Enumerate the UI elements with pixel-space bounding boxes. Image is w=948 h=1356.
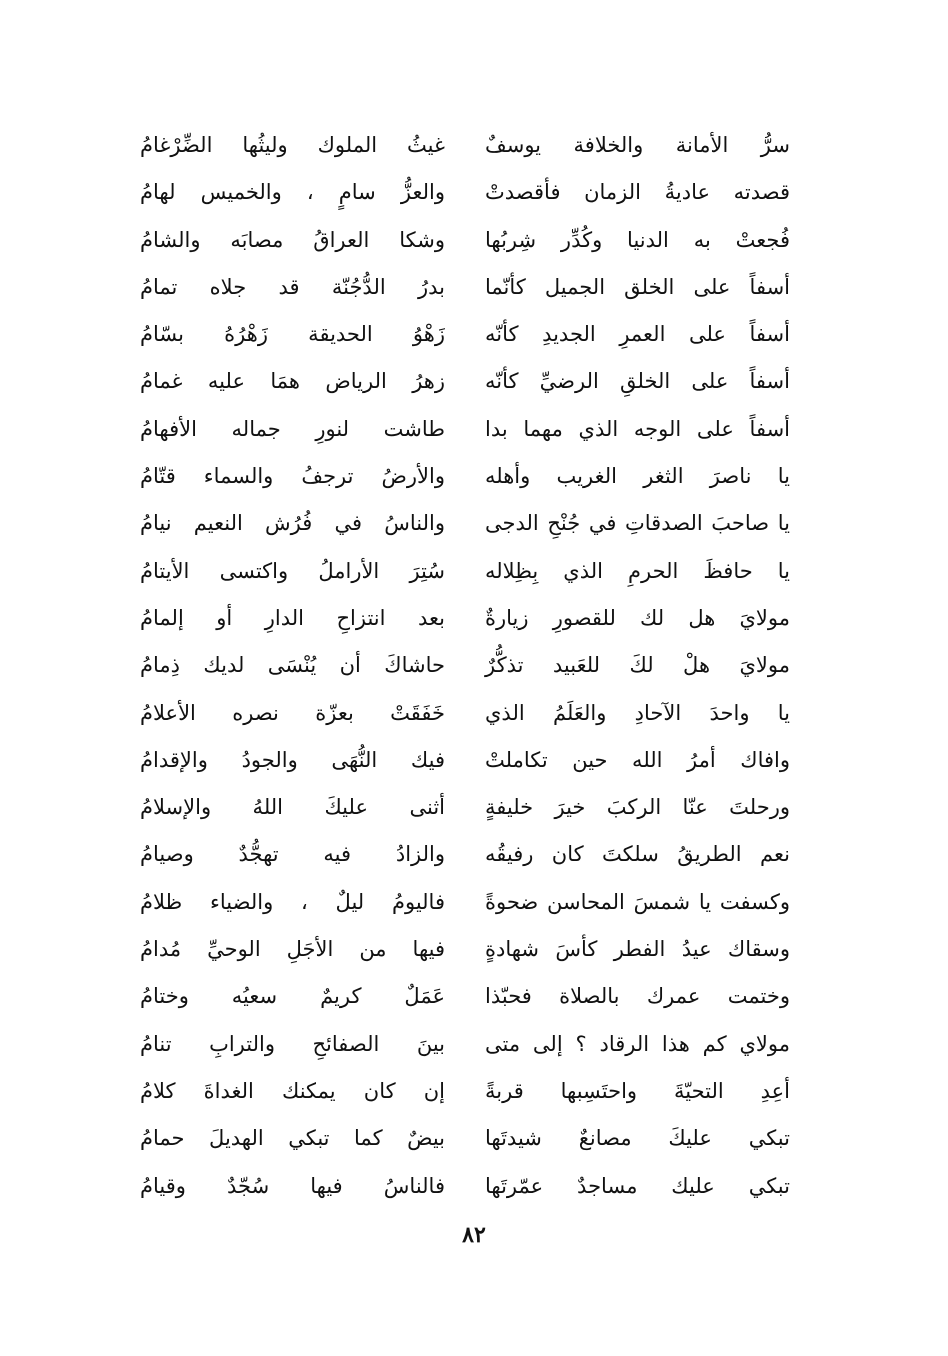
verse-line xyxy=(140,1068,790,1115)
first-hemistich: أسفاً على الخلقِ الرضيِّ كأنّه xyxy=(485,369,790,394)
second-hemistich: أثنى عليكَ اللهُ والإسلامُ xyxy=(140,795,445,820)
verse-line xyxy=(140,1115,790,1162)
first-hemistich: أسفاً على الخلق الجميل كأنّما xyxy=(485,274,790,299)
second-hemistich: فيك النُّهَى والجودُ والإقدامُ xyxy=(140,747,445,772)
verse-line xyxy=(140,784,790,831)
first-hemistich: نعم الطريقُ سلكتَ كان رفيقُه xyxy=(485,842,790,867)
first-hemistich: أسفاً على الوجه الذي مهما بدا xyxy=(485,416,790,441)
verse-line xyxy=(140,311,790,358)
verse-line xyxy=(140,264,790,311)
second-hemistich: بعد انتزاحِ الدارِ أو إلمامُ xyxy=(140,605,445,630)
second-hemistich: زَهْوُ الحديقة زَهْرُهُ بسّامُ xyxy=(140,322,445,347)
verse-line xyxy=(140,1021,790,1068)
second-hemistich: بدرُ الدُّجُنّة قد جلاه تمامُ xyxy=(140,274,445,299)
first-hemistich: يا ناصرَ الثغر الغريب وأهله xyxy=(485,464,790,489)
verse-line xyxy=(140,1163,790,1210)
second-hemistich: والعزُّ سامٍ ، والخميس لهامُ xyxy=(140,180,445,205)
verse-line xyxy=(140,973,790,1020)
second-hemistich: إن كان يمكنك الغداةَ كلامُ xyxy=(140,1078,445,1103)
page-number: ٨٢ xyxy=(462,1222,486,1248)
second-hemistich: عَمَلٌ كريمٌ سعيُه وختامُ xyxy=(140,984,445,1009)
verse-line xyxy=(140,358,790,405)
verse-line xyxy=(140,122,790,169)
first-hemistich: يا واحدَ الآحادِ والعَلَمُ الذي xyxy=(485,700,790,725)
second-hemistich: والأرضُ ترجفُ والسماء قتّامُ xyxy=(140,464,445,489)
first-hemistich: ورحلتَ عنّا الركبَ خيرَ خليفةٍ xyxy=(485,795,790,820)
first-hemistich: قصدته عاديةُ الزمان فأقصدتْ xyxy=(485,180,790,205)
verse-line xyxy=(140,926,790,973)
first-hemistich: وافاك أمرُ الله حين تكاملتْ xyxy=(485,747,790,772)
verse-line xyxy=(140,548,790,595)
verse-line xyxy=(140,169,790,216)
second-hemistich: بينَ الصفائحِ والترابِ تنامُ xyxy=(140,1031,445,1056)
first-hemistich: سرُّ الأمانة والخلافة يوسفٌ xyxy=(485,133,790,157)
second-hemistich: فاليومُ ليلٌ ، والضياء ظلامُ xyxy=(140,889,445,914)
first-hemistich: أسفاً على العمرِ الجديدِ كأنّه xyxy=(485,322,790,347)
second-hemistich: حاشاكَ أن يُنْسَى لديك ذِمامُ xyxy=(140,653,445,678)
verse-line xyxy=(140,642,790,689)
first-hemistich: تبكي عليكَ مصانعٌ شيدتَها xyxy=(485,1126,790,1151)
second-hemistich: وشكا العراقُ مصابَه والشامُ xyxy=(140,227,445,252)
first-hemistich: مولاي كم هذا الرقاد ؟ إلى متى xyxy=(485,1031,790,1056)
first-hemistich: يا صاحبَ الصدقاتِ في جُنْحِ الدجى xyxy=(485,511,790,536)
verse-line xyxy=(140,595,790,642)
poem xyxy=(140,122,790,1210)
first-hemistich: وكسفت يا شمسَ المحاسن ضحوةً xyxy=(485,889,790,914)
second-hemistich: غيثُ الملوك وليثُها الضِّرْغامُ xyxy=(140,133,445,157)
verse-line xyxy=(140,879,790,926)
first-hemistich: وختمت عمرك بالصلاة فحبّذا xyxy=(485,984,790,1009)
verse-line xyxy=(140,737,790,784)
first-hemistich: تبكي عليك مساجدٌ عمّرتَها xyxy=(485,1173,790,1198)
second-hemistich: والناسُ في فُرُش النعيم نيامُ xyxy=(140,511,445,536)
second-hemistich: زهرُ الرياض همَا عليه غمامُ xyxy=(140,369,445,394)
second-hemistich: خَفَقَتْ بعزّة نصره الأعلامُ xyxy=(140,700,445,725)
verse-line xyxy=(140,406,790,453)
first-hemistich: يا حافظَ الحرمِ الذي بِظِلاله xyxy=(485,558,790,583)
verse-line xyxy=(140,690,790,737)
first-hemistich: وسقاك عيدُ الفطر كأسَ شهادةٍ xyxy=(485,937,790,962)
first-hemistich: مولايَ هلْ لكَ للعَبيد تذكُّرٌ xyxy=(485,653,790,678)
first-hemistich: مولايَ هل لك للقصورِ زيارةٌ xyxy=(485,605,790,630)
verse-line xyxy=(140,831,790,878)
verse-line xyxy=(140,217,790,264)
second-hemistich: طاشت لنورِ جماله الأفهامُ xyxy=(140,416,445,441)
verse-line xyxy=(140,453,790,500)
second-hemistich: فالناسُ فيها سُجّدٌ وقيامُ xyxy=(140,1173,445,1198)
second-hemistich: سُتِرَ الأراملُ واكتسى الأيتامُ xyxy=(140,558,445,583)
first-hemistich: فُجعتْ به الدنيا وكُدِّر شِربُها xyxy=(485,227,790,252)
verse-line xyxy=(140,500,790,547)
second-hemistich: بيضٌ كما تبكي الهديلَ حمامُ xyxy=(140,1126,445,1151)
second-hemistich: والزادُ فيه تهجُّدٌ وصيامُ xyxy=(140,842,445,867)
second-hemistich: فيها من الأجَلِ الوحيِّ مُدامُ xyxy=(140,937,445,962)
first-hemistich: أعِدِ التحيّةَ واحتَسِبها قربةً xyxy=(485,1078,790,1103)
